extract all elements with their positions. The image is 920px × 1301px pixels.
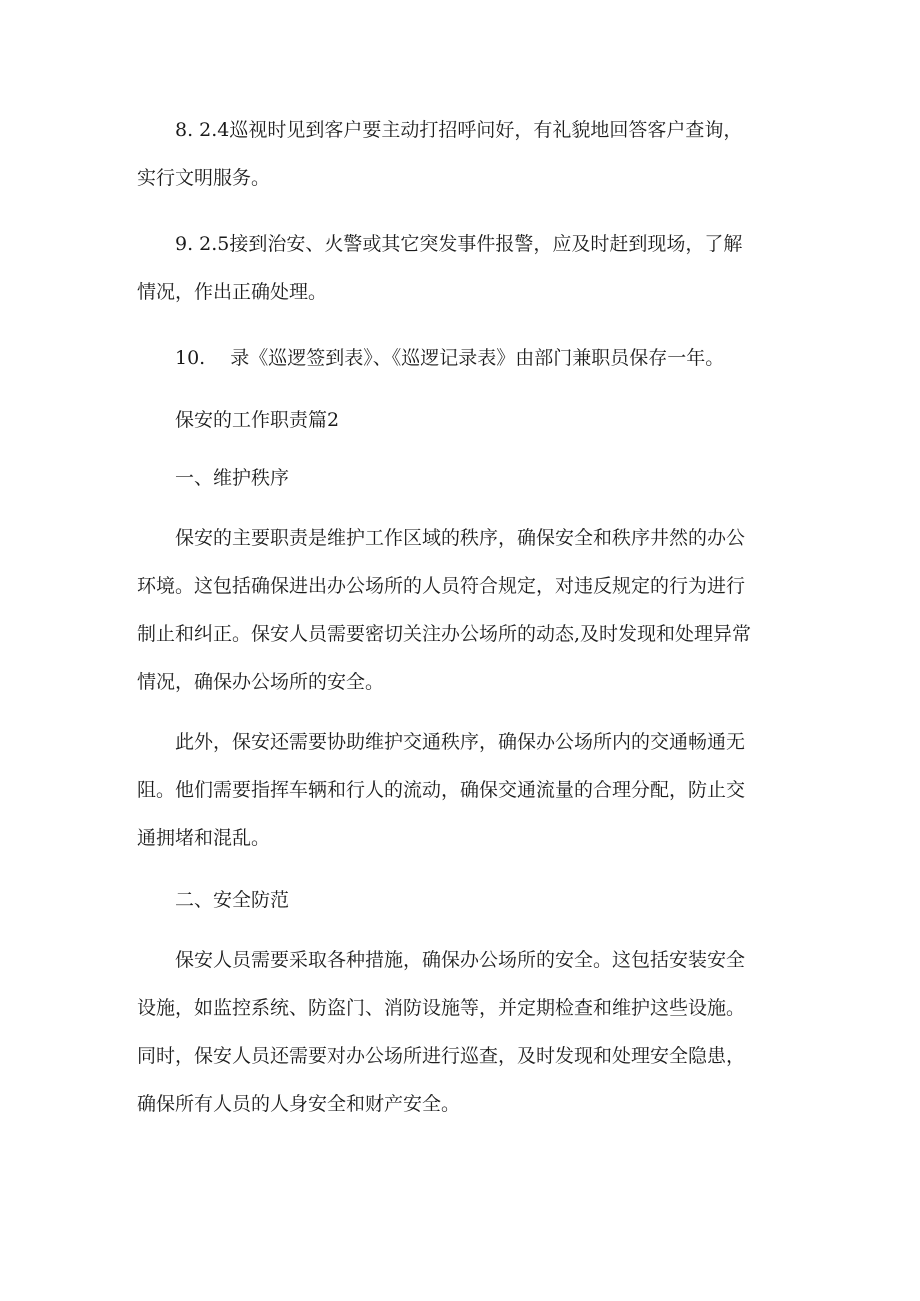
paragraph-9-2-5	[137, 220, 787, 316]
text-line: 通拥堵和混乱。	[137, 827, 271, 849]
text-line: 此外，保安还需要协助维护交通秩序，确保办公场所内的交通畅通无	[175, 731, 746, 753]
text-line: 同时，保安人员还需要对办公场所进行巡查，及时发现和处理安全隐患，	[137, 1045, 746, 1067]
paragraph-order-duties	[137, 514, 787, 706]
text-line: 设施，如监控系统、防盗门、消防设施等，并定期检查和维护这些设施。	[137, 997, 746, 1019]
text-line: 情况，作出正确处理。	[137, 281, 328, 303]
text-line: 实行文明服务。	[137, 167, 271, 189]
paragraph-8-2-4	[137, 106, 787, 202]
text-line: 10. 录《巡逻签到表》、《巡逻记录表》由部门兼职员保存一年。	[175, 347, 725, 369]
text-line: 二、安全防范	[175, 889, 290, 911]
text-line: 保安的工作职责篇2	[175, 409, 340, 431]
subheading-maintain-order	[137, 454, 787, 502]
subheading-security	[137, 876, 787, 924]
text-line: 保安的主要职责是维护工作区域的秩序，确保安全和秩序井然的办公	[175, 527, 746, 549]
text-line: 情况，确保办公场所的安全。	[137, 671, 385, 693]
paragraph-traffic	[137, 718, 787, 862]
text-line: 9. 2.5接到治安、火警或其它突发事件报警，应及时赶到现场，了解	[175, 233, 743, 255]
section-title	[137, 396, 787, 444]
paragraph-security-measures	[137, 936, 787, 1128]
text-line: 8. 2.4巡视时见到客户要主动打招呼问好，有礼貌地回答客户查询，	[175, 119, 743, 141]
paragraph-10	[137, 334, 787, 382]
text-line: 确保所有人员的人身安全和财产安全。	[137, 1093, 461, 1115]
text-line: 保安人员需要采取各种措施，确保办公场所的安全。这包括安装安全	[175, 949, 746, 971]
text-line: 阻。他们需要指挥车辆和行人的流动，确保交通流量的合理分配，防止交	[137, 779, 746, 801]
text-line: 制止和纠正。保安人员需要密切关注办公场所的动态,及时发现和处理异常	[137, 623, 752, 645]
text-line: 一、维护秩序	[175, 467, 290, 489]
text-line: 环境。这包括确保进出办公场所的人员符合规定，对违反规定的行为进行	[137, 575, 746, 597]
